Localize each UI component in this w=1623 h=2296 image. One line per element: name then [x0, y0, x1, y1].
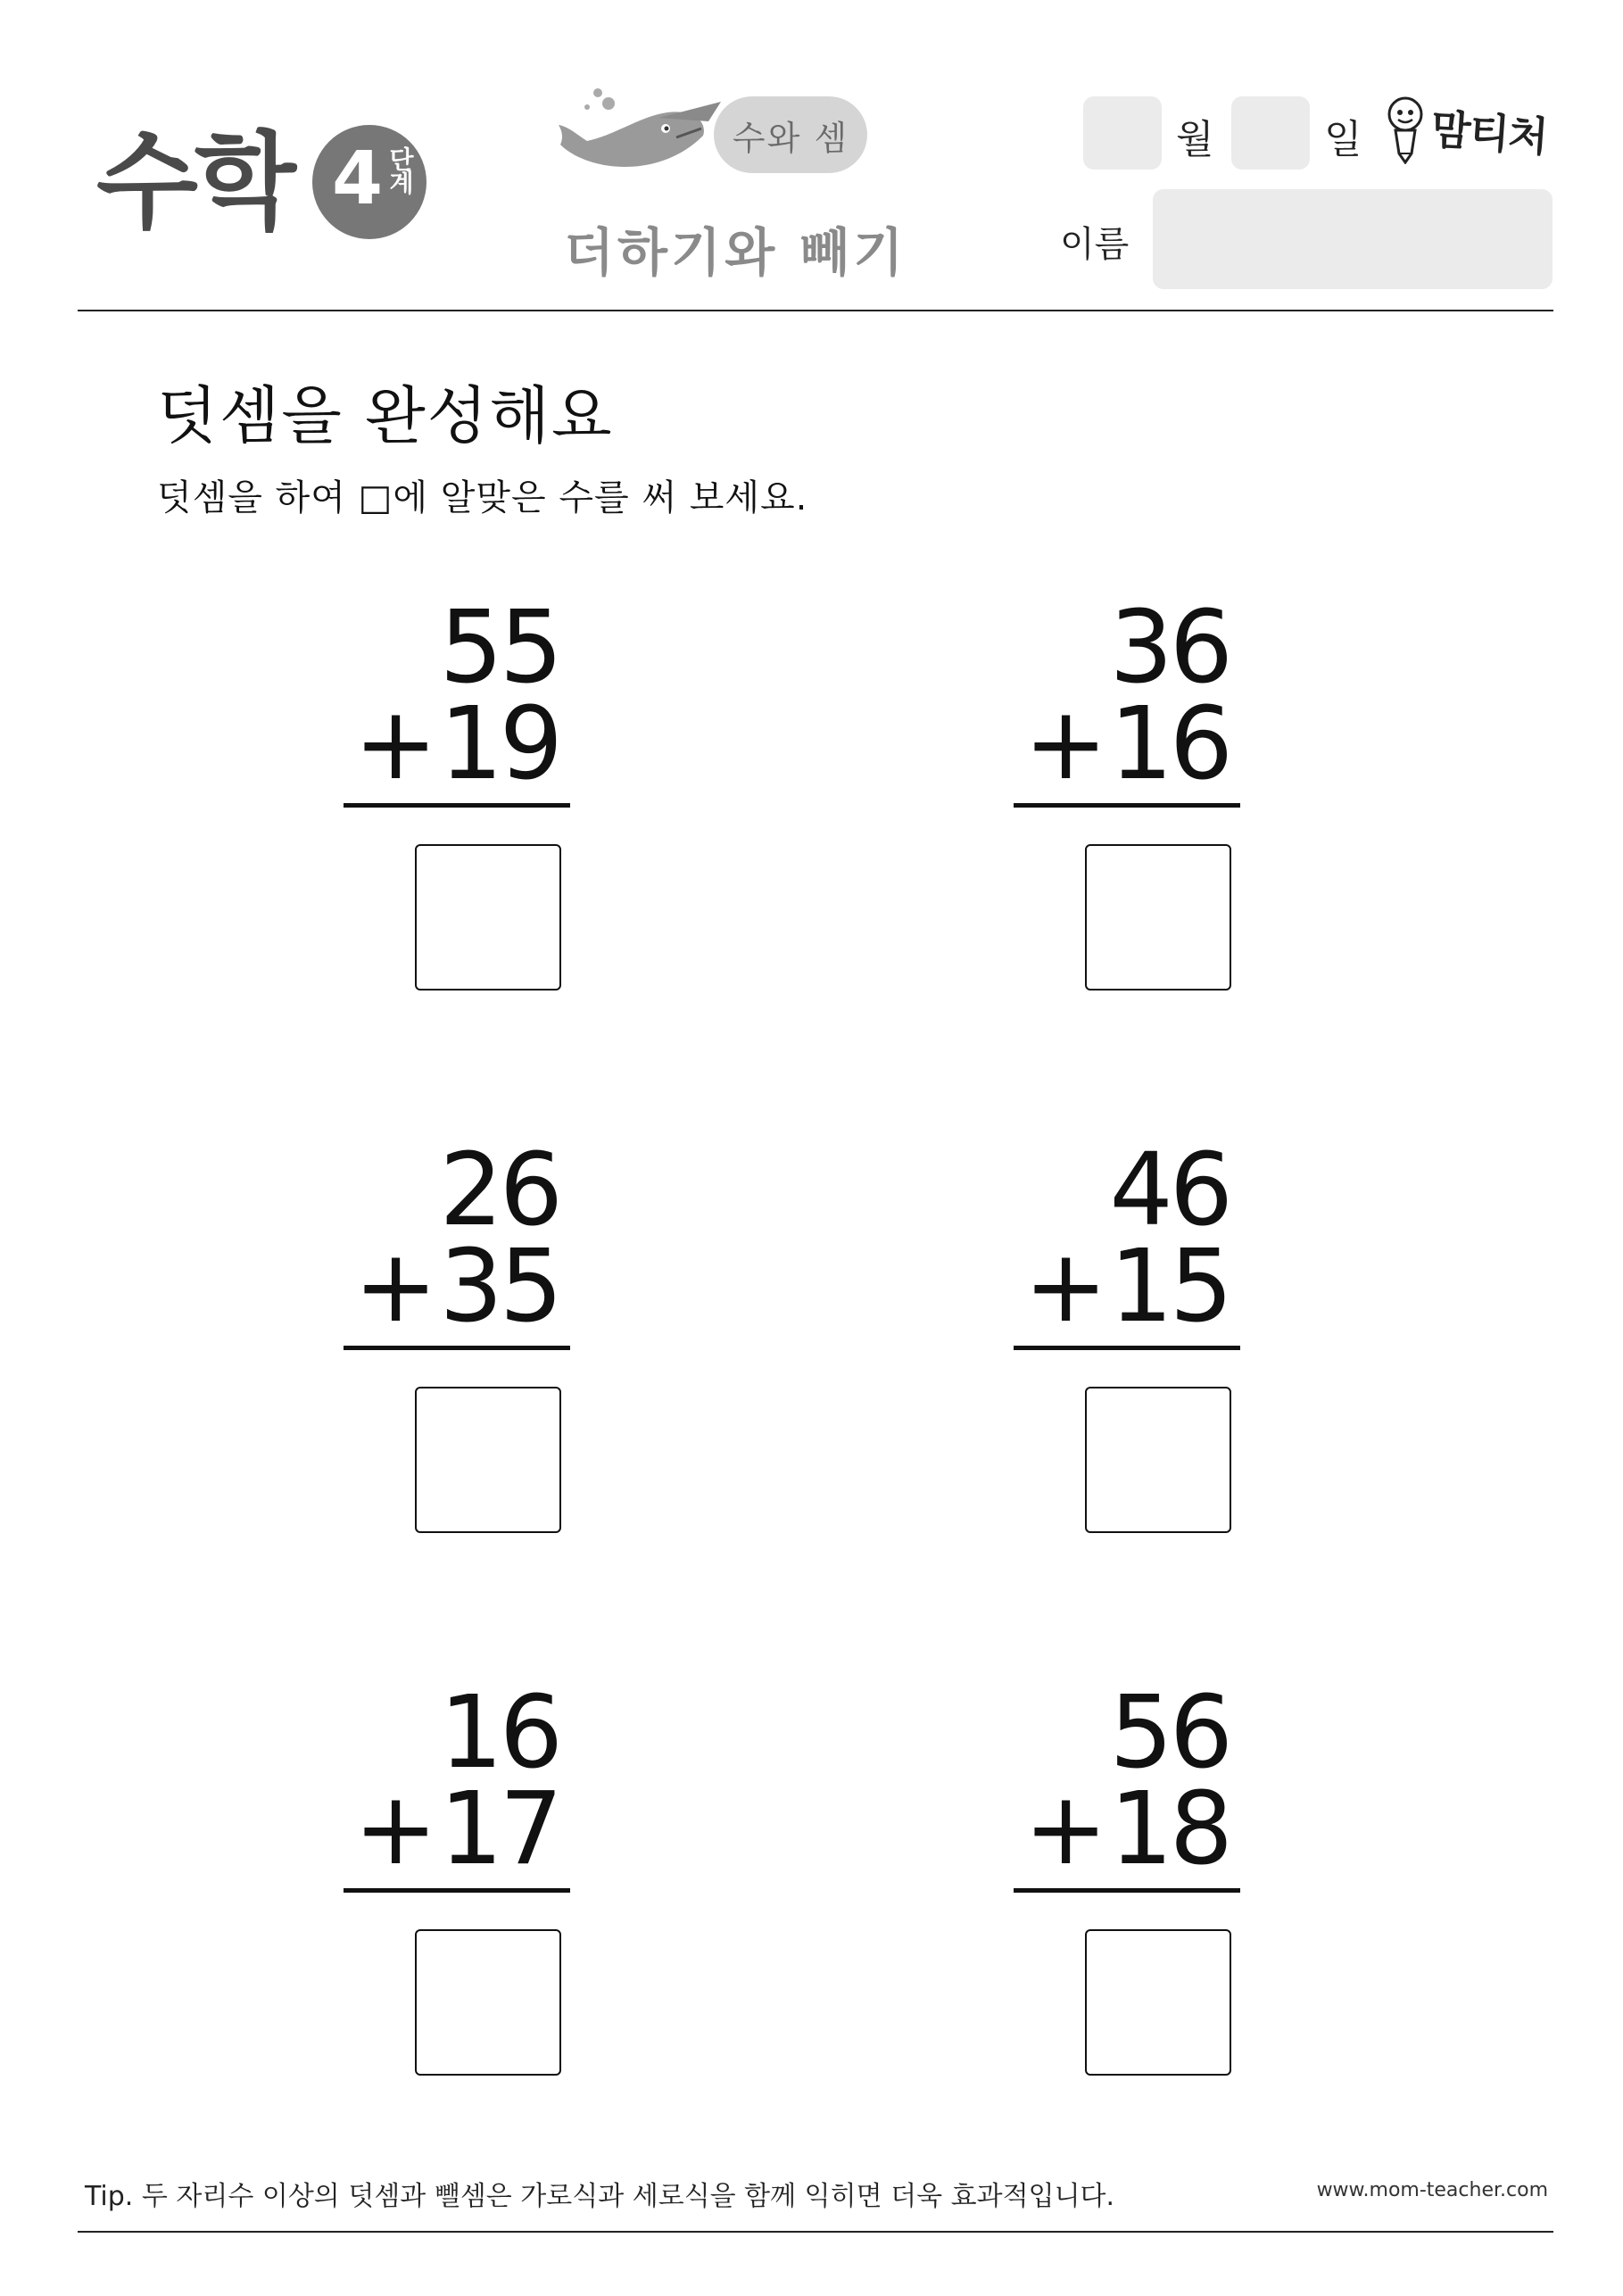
pencil-mascot-icon [1385, 96, 1426, 164]
header-divider [78, 310, 1553, 311]
answer-box[interactable] [1085, 844, 1231, 991]
addition-problem [1014, 1132, 1240, 1542]
plus-operator: + [1023, 1229, 1105, 1345]
plus-operator: + [1023, 686, 1105, 802]
name-label: 이름 [1060, 224, 1130, 265]
stage-label: 단계 [385, 146, 415, 193]
second-addend-row [353, 686, 559, 802]
tip-text: Tip. 두 자리수 이상의 덧셈과 뺄셈은 가로식과 세로식을 함께 익히면 더욱 효과적입니다. [85, 2181, 1115, 2212]
day-label: 일 [1324, 117, 1362, 162]
second-addend: 18 [1109, 1771, 1230, 1887]
second-addend-row [1023, 1229, 1230, 1345]
addition-problem [344, 1675, 570, 2085]
sum-line [344, 1346, 570, 1350]
addition-problem [1014, 1675, 1240, 2085]
subject-logo [96, 120, 426, 244]
answer-box[interactable] [1085, 1387, 1231, 1533]
answer-box[interactable] [415, 844, 561, 991]
stage-badge [312, 125, 426, 239]
second-addend: 17 [439, 1771, 559, 1887]
subject-title: 수학 [96, 120, 293, 244]
brand-logo [1385, 96, 1547, 164]
plus-operator: + [353, 686, 435, 802]
sum-line [344, 1888, 570, 1893]
second-addend-row [1023, 1771, 1230, 1887]
first-addend: 55 [439, 590, 559, 706]
second-addend-row [1023, 686, 1230, 802]
worksheet-subtitle: 더하기와 빼기 [564, 222, 907, 283]
brand-name: 맘티처 [1429, 104, 1549, 162]
month-input[interactable] [1083, 96, 1162, 170]
first-addend: 36 [1109, 590, 1230, 706]
second-addend: 19 [439, 686, 559, 802]
day-input[interactable] [1231, 96, 1310, 170]
second-addend: 15 [1109, 1229, 1230, 1345]
month-label: 월 [1176, 117, 1214, 162]
answer-box[interactable] [415, 1929, 561, 2076]
addition-problem [1014, 590, 1240, 999]
plus-operator: + [1023, 1771, 1105, 1887]
instruction-text: 덧셈을 하여 □에 알맞은 수를 써 보세요. [157, 477, 808, 518]
plus-operator: + [353, 1229, 435, 1345]
sum-line [1014, 803, 1240, 808]
plus-operator: + [353, 1771, 435, 1887]
sum-line [344, 803, 570, 808]
second-addend-row [353, 1771, 559, 1887]
stage-number: 4 [331, 137, 384, 221]
first-addend: 46 [1109, 1132, 1230, 1248]
sum-line [1014, 1346, 1240, 1350]
addition-problem [344, 590, 570, 999]
footer-divider [78, 2231, 1553, 2233]
first-addend: 56 [1109, 1675, 1230, 1791]
answer-box[interactable] [415, 1387, 561, 1533]
first-addend: 26 [439, 1132, 559, 1248]
second-addend: 16 [1109, 686, 1230, 802]
whale-icon [551, 82, 730, 189]
second-addend: 35 [439, 1229, 559, 1345]
section-title: 덧셈을 완성해요 [157, 379, 614, 452]
addition-problem [344, 1132, 570, 1542]
sum-line [1014, 1888, 1240, 1893]
topic-badge: 수와 셈 [714, 96, 867, 173]
answer-box[interactable] [1085, 1929, 1231, 2076]
name-input[interactable] [1153, 189, 1553, 289]
second-addend-row [353, 1229, 559, 1345]
first-addend: 16 [439, 1675, 559, 1791]
website-link[interactable]: www.mom-teacher.com [1316, 2179, 1548, 2201]
